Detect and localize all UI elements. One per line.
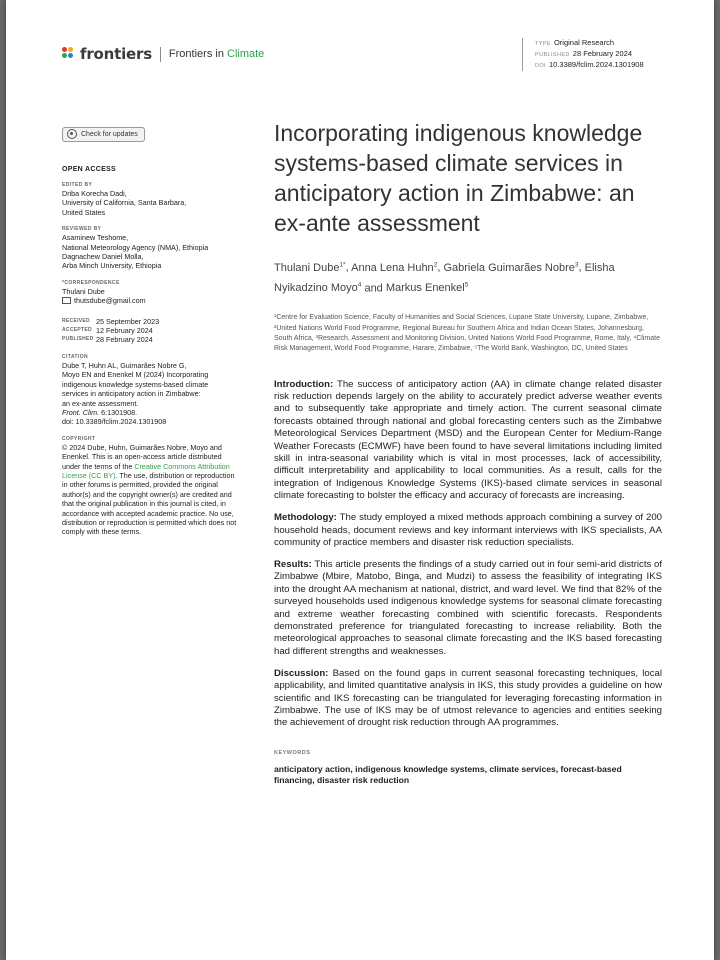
citation: Dube T, Huhn AL, Guimarães Nobre G, Moyo EN and Enenkel M (2024) Incorporating indigenous knowledge systems-based climate services in anticipatory action in Zimbabwe: an ex-ante assessment. Front. Clim. 6:1301908. doi: 10.3389/fclim.2024.1301908 [62, 361, 242, 427]
copyright: © 2024 Dube, Huhn, Guimarães Nobre, Moyo and Enenkel. This is an open-access article distributed under the terms of the Creative Commons Attribution License (CC BY). The use, distribution or reproduction in other forums is permitted, provided the original author(s) and the copyright owner(s) are credited and that the original publication in this journal is cited, in accordance with accepted academic practice. No use, distribution or reproduction is permitted which does not comply with these terms. [62, 442, 237, 537]
meta-doi[interactable]: DOI 10.3389/fclim.2024.1301908 [535, 60, 644, 69]
author[interactable]: Gabriela Guimarães Nobre$^3$ [443, 261, 579, 274]
journal-logo[interactable] [62, 44, 264, 64]
frontiers-logo-icon [62, 47, 76, 61]
edited-by-label: EDITED BY [62, 182, 93, 188]
brand-name: frontiers [80, 45, 152, 63]
correspondence-label: *CORRESPONDENCE [62, 279, 120, 286]
meta-published: PUBLISHED 28 February 2024 [535, 49, 632, 58]
correspondence: Thulani Dube thutsdube@gmail.com [62, 287, 242, 306]
open-access-label: OPEN ACCESS [62, 166, 116, 173]
date-published: PUBLISHED 28 February 2024 [62, 335, 153, 345]
date-accepted: ACCEPTED 12 February 2024 [62, 326, 153, 336]
reviewed-by-label: REVIEWED BY [62, 226, 102, 233]
author[interactable]: Thulani Dube$^{1*}$ [274, 261, 346, 274]
citation-doi[interactable]: doi: 10.3389/fclim.2024.1301908 [62, 417, 167, 427]
abstract-results: Results: This article presents the findings of a study carried out in four semi-arid districts of Zimbabwe (Mbire, Matobo, Binga, and Mudzi) to assess the feasibility of integrating IKS into the drought AA mechanism at national, district, and ward level. We find that 82% of the surveyed households used indigenous knowledge systems for seasonal climate forecasting and extreme weather forecasting combined with scientific forecasts. Respondents demonstrated preference for triangulated forecasting to increase reliability. Both the meteorological approaches to seasonal climate forecasting and the IKS based forecasting had different strengths and weaknesses. [274, 558, 662, 657]
date-received: RECEIVED 25 September 2023 [62, 316, 160, 326]
update-icon [67, 129, 77, 139]
dates [62, 317, 242, 345]
keywords: anticipatory action, indigenous knowledge systems, climate services, forecast-based financing, disaster risk reduction [274, 763, 622, 785]
mail-icon [62, 297, 71, 304]
abstract-introduction: Introduction: The success of anticipatory action (AA) in climate change related disaster risk reduction depends largely on the ability to accurately predict adverse weather events and to subsequently take appropriate and timely action. The current seasonal climate forecasts obtained through national and global forecasting centers such as the Zimbabwe Meteorological Services Department (MSD) and the European Center for Medium-Range Weather Forecasts (ECMWF) have been found to have several limitations including limited skill in intra-seasonal variability which is vital in most processes, lack of accessibility, difficult interpretability and applicability to local communities. As a result, calls for the integration of Indigenous Knowledge Systems (IKS)-based climate services in seasonal climate forecasting to bolster the efficacy and accuracy of forecasts are increasing. [274, 378, 662, 502]
author-list: Thulani Dube$^{1*}$, Anna Lena Huhn$^2$, Gabriela Guimarães Nobre$^3$, Elisha Nyikadzino Moyo$^4$ and Markus Enenkel$^5$ [274, 261, 615, 295]
citation-label: CITATION [62, 353, 89, 360]
author[interactable]: Elisha Nyikadzino Moyo$^4$ [274, 261, 615, 295]
keywords-label: KEYWORDS [274, 749, 311, 756]
sidebar [62, 126, 242, 537]
author[interactable]: Anna Lena Huhn$^2$ [351, 261, 438, 274]
copyright-label: COPYRIGHT [62, 435, 96, 442]
journal-name: Frontiers in Climate [168, 48, 265, 60]
main-content [274, 118, 662, 786]
reviewed-by: Asaminew Teshome, National Meteorology Agency (NMA), Ethiopia Dagnachew Daniel Molla, Arba Minch University, Ethiopia [62, 233, 209, 271]
check-for-updates-button[interactable]: Check for updates [62, 127, 145, 142]
article-page [6, 0, 714, 960]
correspondence-email[interactable]: thutsdube@gmail.com [62, 296, 242, 305]
affiliations: ¹Centre for Evaluation Science, Faculty of Humanities and Social Sciences, Lupane State University, Lupane, Zimbabwe, ²United Nations World Food Programme, Regional Bureau for Southern Africa and Indian Ocean States, Johannesburg, South Africa, ³Research, Assessment and Monitoring Division, United Nations World Food Programme, Rome, Italy, ⁴Climate Risk Management, World Food Programme, Harare, Zimbabwe, ⁵The World Bank, Washington, DC, United States [274, 314, 660, 353]
abstract [274, 379, 662, 730]
edited-by: Driba Korecha Dadi, University of California, Santa Barbara, United States [62, 189, 187, 217]
logo-divider [160, 47, 161, 62]
abstract-methodology: Methodology: The study employed a mixed methods approach combining a survey of 200 household heads, document reviews and key informant interviews with IKS specialists, AA community of practice members and disaster risk reduction specialists. [274, 512, 662, 548]
author[interactable]: Markus Enenkel$^5$ [385, 281, 469, 295]
meta-type: TYPE Original Research [535, 38, 614, 47]
article-title: Incorporating indigenous knowledge systems-based climate services in anticipatory action in Zimbabwe: an ex-ante assessment [274, 120, 643, 236]
abstract-discussion: Discussion: Based on the found gaps in current seasonal forecasting techniques, local applicability, and limited quantitative analysis in IKS, this study provides a guideline on how scientific and IKS forecasting can be triangulated for leveraging forecasting information in Zimbabwe. The use of IKS may be of utmost relevance to agencies and entities seeking the achievement of drought risk reduction through AA programmes. [274, 667, 662, 729]
article-meta [522, 38, 644, 71]
license-link[interactable]: Creative Commons Attribution License (CC BY) [62, 461, 230, 480]
